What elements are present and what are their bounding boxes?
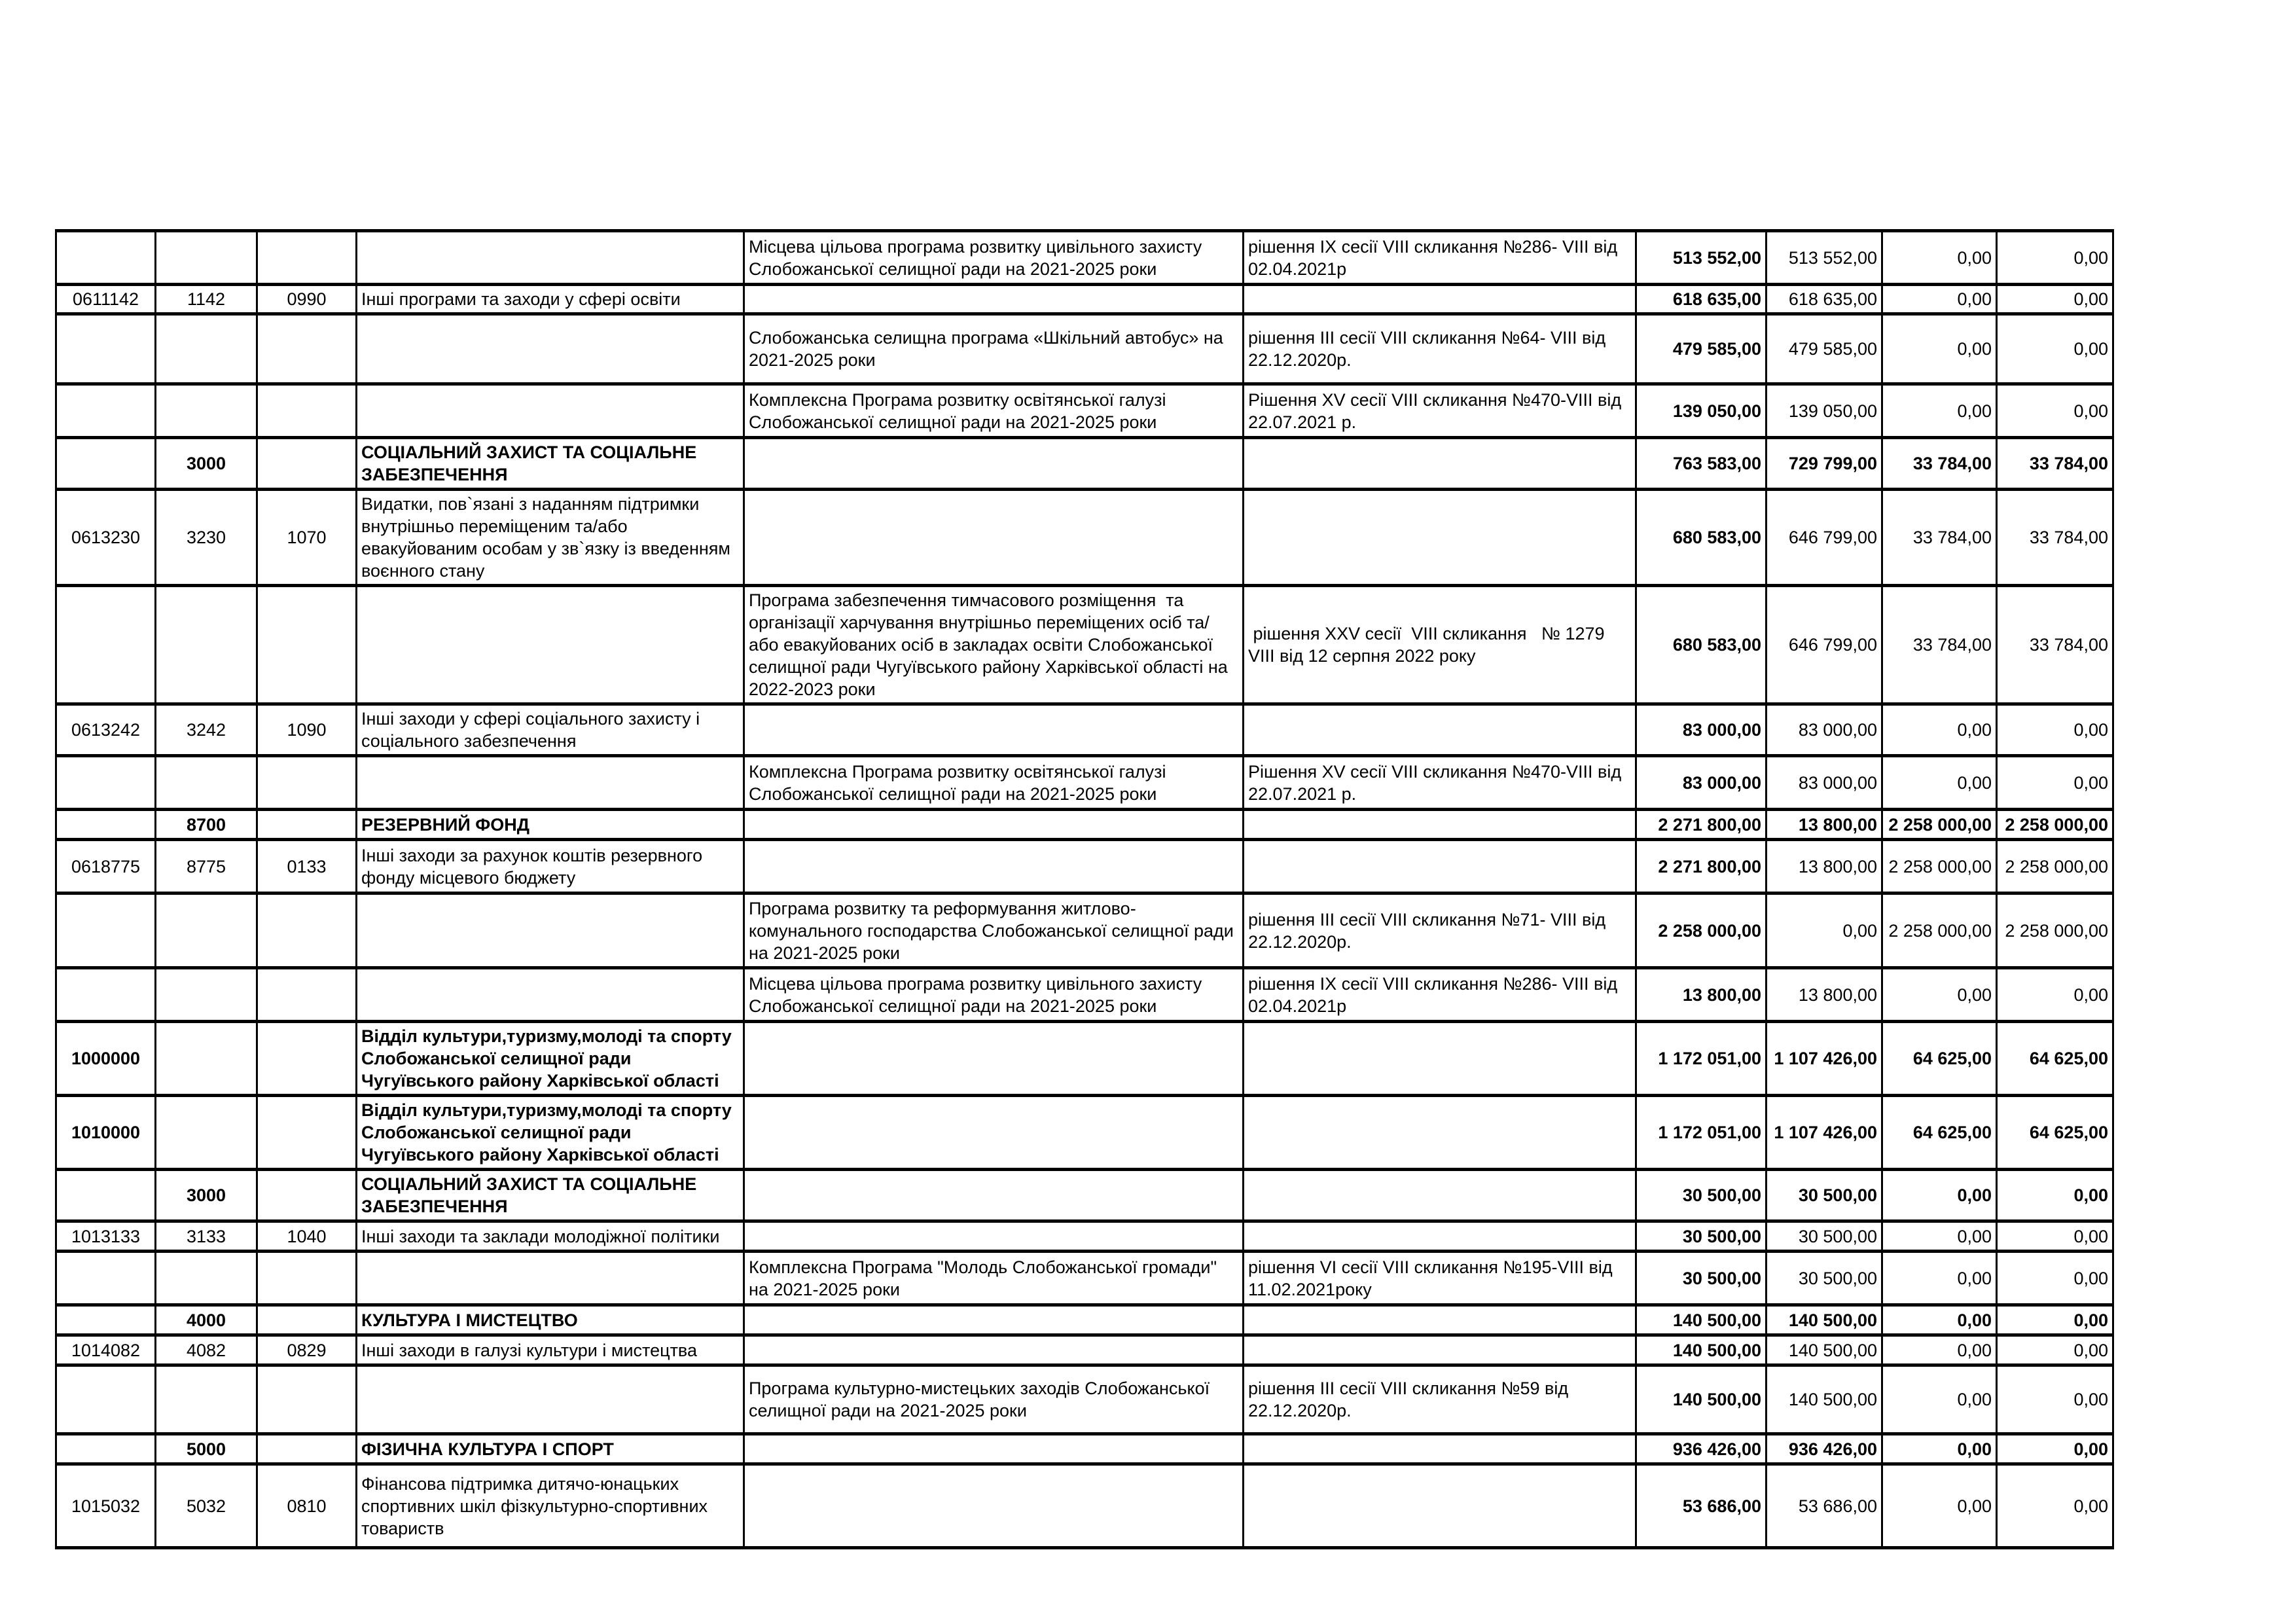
cell-code-ktpkvkmb: 4082 xyxy=(156,1335,257,1365)
cell-decision xyxy=(1244,490,1636,586)
cell-program: Місцева цільова програма розвитку цивільного захисту Слобожанської селищної ради на 2021-2025 роки xyxy=(744,968,1244,1022)
cell-name xyxy=(357,384,744,438)
cell-code-fk: 1070 xyxy=(257,490,357,586)
cell-special-fund: 0,00 xyxy=(1882,704,1997,756)
cell-development-budget: 33 784,00 xyxy=(1997,490,2113,586)
cell-development-budget: 0,00 xyxy=(1997,314,2113,384)
cell-code-ktpkvkmb xyxy=(156,314,257,384)
cell-code-fk xyxy=(257,314,357,384)
cell-development-budget: 0,00 xyxy=(1997,1221,2113,1252)
cell-name: Інші заходи у сфері соціального захисту і соціального забезпечення xyxy=(357,704,744,756)
cell-name: СОЦІАЛЬНИЙ ЗАХИСТ ТА СОЦІАЛЬНЕ ЗАБЕЗПЕЧЕННЯ xyxy=(357,1170,744,1221)
cell-total: 763 583,00 xyxy=(1636,438,1767,490)
cell-general-fund: 83 000,00 xyxy=(1767,756,1882,810)
cell-total: 13 800,00 xyxy=(1636,968,1767,1022)
cell-development-budget: 0,00 xyxy=(1997,1365,2113,1434)
cell-total: 139 050,00 xyxy=(1636,384,1767,438)
cell-development-budget: 0,00 xyxy=(1997,1170,2113,1221)
cell-general-fund: 513 552,00 xyxy=(1767,231,1882,285)
cell-code-ktpkvkmb: 4000 xyxy=(156,1305,257,1335)
cell-special-fund: 0,00 xyxy=(1882,1170,1997,1221)
cell-code-tpkvkmb xyxy=(56,1252,156,1305)
cell-special-fund: 2 258 000,00 xyxy=(1882,893,1997,968)
cell-name xyxy=(357,893,744,968)
cell-general-fund: 13 800,00 xyxy=(1767,968,1882,1022)
cell-special-fund: 0,00 xyxy=(1882,231,1997,285)
cell-total: 140 500,00 xyxy=(1636,1335,1767,1365)
cell-development-budget: 64 625,00 xyxy=(1997,1096,2113,1170)
cell-code-fk xyxy=(257,756,357,810)
cell-code-tpkvkmb xyxy=(56,756,156,810)
table-row xyxy=(56,1365,2113,1434)
cell-development-budget: 0,00 xyxy=(1997,231,2113,285)
cell-code-ktpkvkmb: 3000 xyxy=(156,1170,257,1221)
cell-code-fk: 0829 xyxy=(257,1335,357,1365)
cell-code-fk xyxy=(257,893,357,968)
cell-decision: Рішення XV сесії VIII скликання №470-VIII від 22.07.2021 р. xyxy=(1244,384,1636,438)
cell-name xyxy=(357,968,744,1022)
cell-total: 680 583,00 xyxy=(1636,586,1767,704)
cell-development-budget: 0,00 xyxy=(1997,384,2113,438)
table-row xyxy=(56,1434,2113,1464)
cell-general-fund: 140 500,00 xyxy=(1767,1335,1882,1365)
cell-decision xyxy=(1244,1170,1636,1221)
cell-general-fund: 729 799,00 xyxy=(1767,438,1882,490)
budget-programs-table xyxy=(55,229,2114,1549)
cell-code-ktpkvkmb xyxy=(156,1022,257,1096)
cell-code-tpkvkmb: 1010000 xyxy=(56,1096,156,1170)
cell-decision: рішення XXV сесії VIII скликання № 1279 VIII від 12 серпня 2022 року xyxy=(1244,586,1636,704)
table-row xyxy=(56,1464,2113,1548)
cell-general-fund: 13 800,00 xyxy=(1767,840,1882,893)
cell-code-tpkvkmb: 1000000 xyxy=(56,1022,156,1096)
cell-general-fund: 140 500,00 xyxy=(1767,1365,1882,1434)
cell-program xyxy=(744,810,1244,840)
cell-special-fund: 0,00 xyxy=(1882,1365,1997,1434)
cell-name xyxy=(357,1365,744,1434)
cell-decision xyxy=(1244,840,1636,893)
cell-name xyxy=(357,756,744,810)
cell-name: Відділ культури,туризму,молоді та спорту Слобожанської селищної ради Чугуївського району Харківської області xyxy=(357,1096,744,1170)
table-row xyxy=(56,1022,2113,1096)
cell-general-fund: 936 426,00 xyxy=(1767,1434,1882,1464)
cell-code-tpkvkmb xyxy=(56,1434,156,1464)
cell-code-ktpkvkmb xyxy=(156,384,257,438)
cell-program xyxy=(744,704,1244,756)
cell-code-tpkvkmb xyxy=(56,1170,156,1221)
table-row xyxy=(56,810,2113,840)
cell-total: 2 258 000,00 xyxy=(1636,893,1767,968)
table-row xyxy=(56,1305,2113,1335)
cell-name: ФІЗИЧНА КУЛЬТУРА І СПОРТ xyxy=(357,1434,744,1464)
cell-code-fk: 0990 xyxy=(257,285,357,314)
table-row xyxy=(56,438,2113,490)
cell-program xyxy=(744,1096,1244,1170)
cell-code-ktpkvkmb: 3133 xyxy=(156,1221,257,1252)
cell-code-ktpkvkmb: 3230 xyxy=(156,490,257,586)
cell-code-tpkvkmb xyxy=(56,1305,156,1335)
cell-general-fund: 479 585,00 xyxy=(1767,314,1882,384)
cell-name: Видатки, пов`язані з наданням підтримки внутрішньо переміщеним та/або евакуйованим особам у зв`язку із введенням воєнного стану xyxy=(357,490,744,586)
cell-development-budget: 0,00 xyxy=(1997,285,2113,314)
cell-program xyxy=(744,285,1244,314)
cell-name xyxy=(357,586,744,704)
cell-code-ktpkvkmb xyxy=(156,1096,257,1170)
cell-name: Фінансова підтримка дитячо-юнацьких спортивних шкіл фізкультурно-спортивних товариств xyxy=(357,1464,744,1548)
cell-code-tpkvkmb xyxy=(56,231,156,285)
cell-name: Інші заходи за рахунок коштів резервного фонду місцевого бюджету xyxy=(357,840,744,893)
cell-development-budget: 2 258 000,00 xyxy=(1997,810,2113,840)
table-row xyxy=(56,893,2113,968)
cell-development-budget: 0,00 xyxy=(1997,968,2113,1022)
cell-development-budget: 0,00 xyxy=(1997,1335,2113,1365)
cell-special-fund: 0,00 xyxy=(1882,1434,1997,1464)
cell-name: Інші програми та заходи у сфері освіти xyxy=(357,285,744,314)
cell-development-budget: 0,00 xyxy=(1997,1464,2113,1548)
cell-decision xyxy=(1244,438,1636,490)
cell-total: 936 426,00 xyxy=(1636,1434,1767,1464)
cell-code-fk xyxy=(257,1252,357,1305)
cell-code-tpkvkmb: 0613230 xyxy=(56,490,156,586)
cell-development-budget: 0,00 xyxy=(1997,1434,2113,1464)
cell-special-fund: 0,00 xyxy=(1882,1221,1997,1252)
cell-total: 513 552,00 xyxy=(1636,231,1767,285)
cell-name: РЕЗЕРВНИЙ ФОНД xyxy=(357,810,744,840)
cell-development-budget: 64 625,00 xyxy=(1997,1022,2113,1096)
cell-name: Відділ культури,туризму,молоді та спорту Слобожанської селищної ради Чугуївського району Харківської області xyxy=(357,1022,744,1096)
cell-decision xyxy=(1244,1464,1636,1548)
cell-code-ktpkvkmb xyxy=(156,1365,257,1434)
cell-code-ktpkvkmb xyxy=(156,968,257,1022)
cell-total: 30 500,00 xyxy=(1636,1170,1767,1221)
cell-name xyxy=(357,231,744,285)
cell-general-fund: 140 500,00 xyxy=(1767,1305,1882,1335)
cell-code-ktpkvkmb: 3000 xyxy=(156,438,257,490)
table-row xyxy=(56,1221,2113,1252)
cell-decision xyxy=(1244,1335,1636,1365)
cell-code-ktpkvkmb: 5000 xyxy=(156,1434,257,1464)
cell-code-ktpkvkmb xyxy=(156,231,257,285)
cell-code-tpkvkmb: 0618775 xyxy=(56,840,156,893)
budget-table-body xyxy=(56,231,2113,1548)
cell-special-fund: 0,00 xyxy=(1882,1464,1997,1548)
cell-general-fund: 646 799,00 xyxy=(1767,490,1882,586)
table-row xyxy=(56,314,2113,384)
cell-code-fk xyxy=(257,1022,357,1096)
cell-special-fund: 0,00 xyxy=(1882,285,1997,314)
cell-total: 30 500,00 xyxy=(1636,1252,1767,1305)
cell-code-ktpkvkmb xyxy=(156,586,257,704)
table-row xyxy=(56,1096,2113,1170)
cell-code-fk: 1090 xyxy=(257,704,357,756)
cell-special-fund: 64 625,00 xyxy=(1882,1096,1997,1170)
cell-total: 680 583,00 xyxy=(1636,490,1767,586)
cell-decision xyxy=(1244,1434,1636,1464)
cell-special-fund: 64 625,00 xyxy=(1882,1022,1997,1096)
cell-program: Програма культурно-мистецьких заходів Слобожанської селищної ради на 2021-2025 роки xyxy=(744,1365,1244,1434)
cell-program xyxy=(744,1170,1244,1221)
cell-name: Інші заходи та заклади молодіжної політики xyxy=(357,1221,744,1252)
cell-general-fund: 83 000,00 xyxy=(1767,704,1882,756)
cell-program: Програма забезпечення тимчасового розміщення та організації харчування внутрішньо переміщених осіб та/або евакуйованих осіб в закладах освіти Слобожанської селищної ради Чугуївського району Харківської області на 2022-2023 роки xyxy=(744,586,1244,704)
cell-special-fund: 0,00 xyxy=(1882,1305,1997,1335)
cell-general-fund: 30 500,00 xyxy=(1767,1252,1882,1305)
cell-code-tpkvkmb xyxy=(56,968,156,1022)
cell-code-ktpkvkmb xyxy=(156,893,257,968)
cell-development-budget: 0,00 xyxy=(1997,704,2113,756)
cell-development-budget: 33 784,00 xyxy=(1997,586,2113,704)
cell-decision: рішення III сесії VIII скликання №64- VIII від 22.12.2020р. xyxy=(1244,314,1636,384)
cell-decision xyxy=(1244,1305,1636,1335)
table-row xyxy=(56,968,2113,1022)
cell-general-fund: 13 800,00 xyxy=(1767,810,1882,840)
cell-code-tpkvkmb xyxy=(56,810,156,840)
cell-special-fund: 33 784,00 xyxy=(1882,490,1997,586)
cell-general-fund: 30 500,00 xyxy=(1767,1221,1882,1252)
cell-program xyxy=(744,490,1244,586)
table-row xyxy=(56,384,2113,438)
cell-development-budget: 0,00 xyxy=(1997,1252,2113,1305)
cell-code-fk xyxy=(257,1434,357,1464)
cell-code-fk: 0810 xyxy=(257,1464,357,1548)
cell-code-tpkvkmb: 0611142 xyxy=(56,285,156,314)
cell-general-fund: 30 500,00 xyxy=(1767,1170,1882,1221)
cell-program xyxy=(744,1221,1244,1252)
cell-general-fund: 646 799,00 xyxy=(1767,586,1882,704)
cell-total: 140 500,00 xyxy=(1636,1305,1767,1335)
cell-name: СОЦІАЛЬНИЙ ЗАХИСТ ТА СОЦІАЛЬНЕ ЗАБЕЗПЕЧЕННЯ xyxy=(357,438,744,490)
cell-total: 83 000,00 xyxy=(1636,756,1767,810)
cell-program xyxy=(744,840,1244,893)
table-row xyxy=(56,490,2113,586)
cell-total: 53 686,00 xyxy=(1636,1464,1767,1548)
cell-total: 1 172 051,00 xyxy=(1636,1022,1767,1096)
cell-decision xyxy=(1244,810,1636,840)
table-row xyxy=(56,1170,2113,1221)
cell-decision: рішення IX сесії VIII скликання №286- VIII від 02.04.2021р xyxy=(1244,231,1636,285)
cell-name: КУЛЬТУРА І МИСТЕЦТВО xyxy=(357,1305,744,1335)
cell-program xyxy=(744,438,1244,490)
cell-code-tpkvkmb: 1015032 xyxy=(56,1464,156,1548)
cell-code-ktpkvkmb xyxy=(156,1252,257,1305)
cell-total: 30 500,00 xyxy=(1636,1221,1767,1252)
cell-total: 2 271 800,00 xyxy=(1636,810,1767,840)
cell-total: 2 271 800,00 xyxy=(1636,840,1767,893)
cell-code-tpkvkmb: 0613242 xyxy=(56,704,156,756)
cell-development-budget: 2 258 000,00 xyxy=(1997,840,2113,893)
cell-code-fk xyxy=(257,384,357,438)
cell-general-fund: 618 635,00 xyxy=(1767,285,1882,314)
cell-code-fk xyxy=(257,1305,357,1335)
cell-decision xyxy=(1244,285,1636,314)
cell-program xyxy=(744,1305,1244,1335)
cell-general-fund: 53 686,00 xyxy=(1767,1464,1882,1548)
cell-code-tpkvkmb xyxy=(56,1365,156,1434)
cell-special-fund: 0,00 xyxy=(1882,756,1997,810)
cell-program xyxy=(744,1434,1244,1464)
cell-general-fund: 139 050,00 xyxy=(1767,384,1882,438)
cell-decision xyxy=(1244,1221,1636,1252)
cell-special-fund: 0,00 xyxy=(1882,1252,1997,1305)
cell-code-tpkvkmb xyxy=(56,586,156,704)
table-row xyxy=(56,231,2113,285)
table-row xyxy=(56,704,2113,756)
cell-decision xyxy=(1244,704,1636,756)
cell-code-ktpkvkmb: 5032 xyxy=(156,1464,257,1548)
cell-special-fund: 33 784,00 xyxy=(1882,586,1997,704)
cell-code-ktpkvkmb: 1142 xyxy=(156,285,257,314)
cell-decision: Рішення XV сесії VIII скликання №470-VIII від 22.07.2021 р. xyxy=(1244,756,1636,810)
cell-code-tpkvkmb xyxy=(56,384,156,438)
cell-special-fund: 33 784,00 xyxy=(1882,438,1997,490)
cell-development-budget: 33 784,00 xyxy=(1997,438,2113,490)
cell-program xyxy=(744,1464,1244,1548)
cell-code-fk xyxy=(257,1365,357,1434)
cell-special-fund: 0,00 xyxy=(1882,1335,1997,1365)
cell-decision: рішення VI сесії VIII скликання №195-VIII від 11.02.2021року xyxy=(1244,1252,1636,1305)
cell-code-fk xyxy=(257,231,357,285)
cell-decision xyxy=(1244,1096,1636,1170)
cell-special-fund: 2 258 000,00 xyxy=(1882,810,1997,840)
cell-code-fk: 0133 xyxy=(257,840,357,893)
cell-special-fund: 2 258 000,00 xyxy=(1882,840,1997,893)
cell-code-ktpkvkmb: 8775 xyxy=(156,840,257,893)
cell-program: Комплексна Програма розвитку освітянської галузі Слобожанської селищної ради на 2021-2025 роки xyxy=(744,384,1244,438)
cell-special-fund: 0,00 xyxy=(1882,314,1997,384)
table-row xyxy=(56,285,2113,314)
cell-code-fk xyxy=(257,586,357,704)
cell-total: 83 000,00 xyxy=(1636,704,1767,756)
cell-general-fund: 1 107 426,00 xyxy=(1767,1022,1882,1096)
cell-code-fk xyxy=(257,810,357,840)
cell-development-budget: 0,00 xyxy=(1997,1305,2113,1335)
cell-total: 140 500,00 xyxy=(1636,1365,1767,1434)
table-row xyxy=(56,1252,2113,1305)
cell-code-tpkvkmb xyxy=(56,314,156,384)
table-row xyxy=(56,586,2113,704)
cell-program: Програма розвитку та реформування житлово-комунального господарства Слобожанської селищної ради на 2021-2025 роки xyxy=(744,893,1244,968)
cell-code-tpkvkmb: 1014082 xyxy=(56,1335,156,1365)
cell-program: Місцева цільова програма розвитку цивільного захисту Слобожанської селищної ради на 2021-2025 роки xyxy=(744,231,1244,285)
cell-code-tpkvkmb xyxy=(56,893,156,968)
cell-program: Комплексна Програма "Молодь Слобожанської громади" на 2021-2025 роки xyxy=(744,1252,1244,1305)
cell-code-tpkvkmb xyxy=(56,438,156,490)
cell-development-budget: 0,00 xyxy=(1997,756,2113,810)
cell-program: Комплексна Програма розвитку освітянської галузі Слобожанської селищної ради на 2021-2025 роки xyxy=(744,756,1244,810)
table-row xyxy=(56,840,2113,893)
cell-code-tpkvkmb: 1013133 xyxy=(56,1221,156,1252)
cell-code-fk xyxy=(257,438,357,490)
cell-program xyxy=(744,1335,1244,1365)
cell-code-fk xyxy=(257,968,357,1022)
table-row xyxy=(56,756,2113,810)
table-row xyxy=(56,1335,2113,1365)
cell-total: 479 585,00 xyxy=(1636,314,1767,384)
cell-code-ktpkvkmb: 3242 xyxy=(156,704,257,756)
cell-code-fk xyxy=(257,1096,357,1170)
cell-decision: рішення III сесії VIII скликання №59 від 22.12.2020р. xyxy=(1244,1365,1636,1434)
cell-program: Слобожанська селищна програма «Шкільний автобус» на 2021-2025 роки xyxy=(744,314,1244,384)
cell-name xyxy=(357,314,744,384)
cell-total: 1 172 051,00 xyxy=(1636,1096,1767,1170)
cell-decision xyxy=(1244,1022,1636,1096)
cell-special-fund: 0,00 xyxy=(1882,384,1997,438)
cell-name xyxy=(357,1252,744,1305)
cell-development-budget: 2 258 000,00 xyxy=(1997,893,2113,968)
cell-name: Інші заходи в галузі культури і мистецтва xyxy=(357,1335,744,1365)
cell-program xyxy=(744,1022,1244,1096)
cell-code-fk xyxy=(257,1170,357,1221)
cell-general-fund: 0,00 xyxy=(1767,893,1882,968)
cell-decision: рішення IX сесії VIII скликання №286- VIII від 02.04.2021р xyxy=(1244,968,1636,1022)
cell-code-ktpkvkmb: 8700 xyxy=(156,810,257,840)
cell-decision: рішення III сесії VIII скликання №71- VIII від 22.12.2020р. xyxy=(1244,893,1636,968)
cell-general-fund: 1 107 426,00 xyxy=(1767,1096,1882,1170)
cell-code-fk: 1040 xyxy=(257,1221,357,1252)
cell-code-ktpkvkmb xyxy=(156,756,257,810)
cell-special-fund: 0,00 xyxy=(1882,968,1997,1022)
cell-total: 618 635,00 xyxy=(1636,285,1767,314)
